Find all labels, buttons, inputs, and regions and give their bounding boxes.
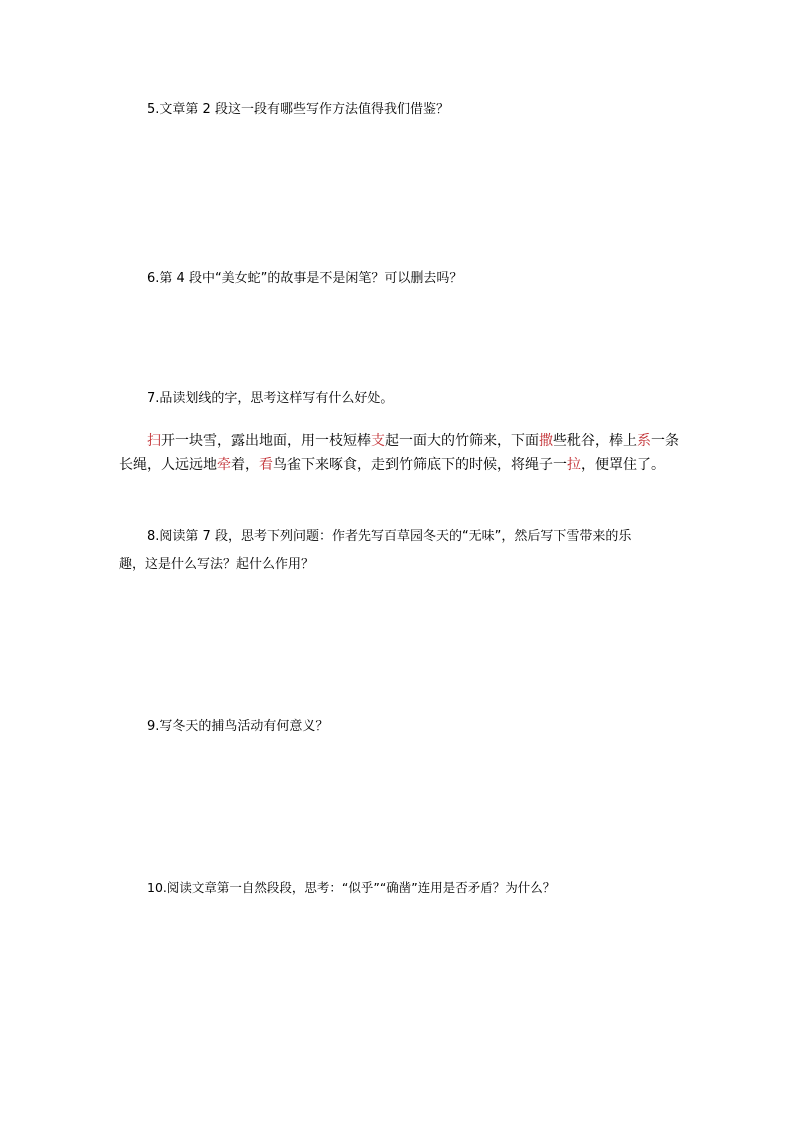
passage-text: ，便罩住了。 — [581, 457, 665, 473]
question-8 — [119, 526, 679, 576]
passage-highlight-ji: 系 — [637, 433, 651, 449]
question-8-line-1: 8.阅读第 7 段，思考下列问题：作者先写百草园冬天的“无味”，然后写下雪带来的乐 — [147, 529, 632, 544]
passage-text: 些秕谷，棒上 — [553, 433, 637, 449]
passage-highlight-la: 拉 — [567, 457, 581, 473]
passage-text: 着， — [231, 457, 259, 473]
question-8-line-2: 趣，这是什么写法？起什么作用？ — [119, 557, 315, 572]
question-9: 9.写冬天的捕鸟活动有何意义？ — [147, 719, 329, 734]
passage-highlight-sao: 扫 — [147, 433, 161, 449]
question-10: 10.阅读文章第一自然段段，思考：“似乎”“确凿”连用是否矛盾？为什么？ — [147, 880, 556, 895]
passage-highlight-zhi: 支 — [371, 433, 385, 449]
question-6: 6.第 4 段中“美女蛇”的故事是不是闲笔？可以删去吗？ — [147, 271, 463, 286]
question-5: 5.文章第 2 段这一段有哪些写作方法值得我们借鉴？ — [147, 102, 449, 117]
passage-line-2 — [119, 453, 679, 477]
passage-highlight-qian: 牵 — [217, 457, 231, 473]
passage-line-1 — [119, 429, 679, 453]
passage-text: 长绳，人远远地 — [119, 457, 217, 473]
passage-text: 一条 — [651, 433, 679, 449]
passage-text: 鸟雀下来啄食，走到竹筛底下的时候，将绳子一 — [273, 457, 567, 473]
question-7: 7.品读划线的字，思考这样写有什么好处。 — [147, 391, 394, 406]
passage-text: 起一面大的竹筛来，下面 — [385, 433, 539, 449]
quoted-passage — [119, 429, 679, 477]
passage-text: 开一块雪，露出地面，用一枝短棒 — [161, 433, 371, 449]
passage-highlight-kan: 看 — [259, 457, 273, 473]
passage-highlight-sa: 撒 — [539, 433, 553, 449]
